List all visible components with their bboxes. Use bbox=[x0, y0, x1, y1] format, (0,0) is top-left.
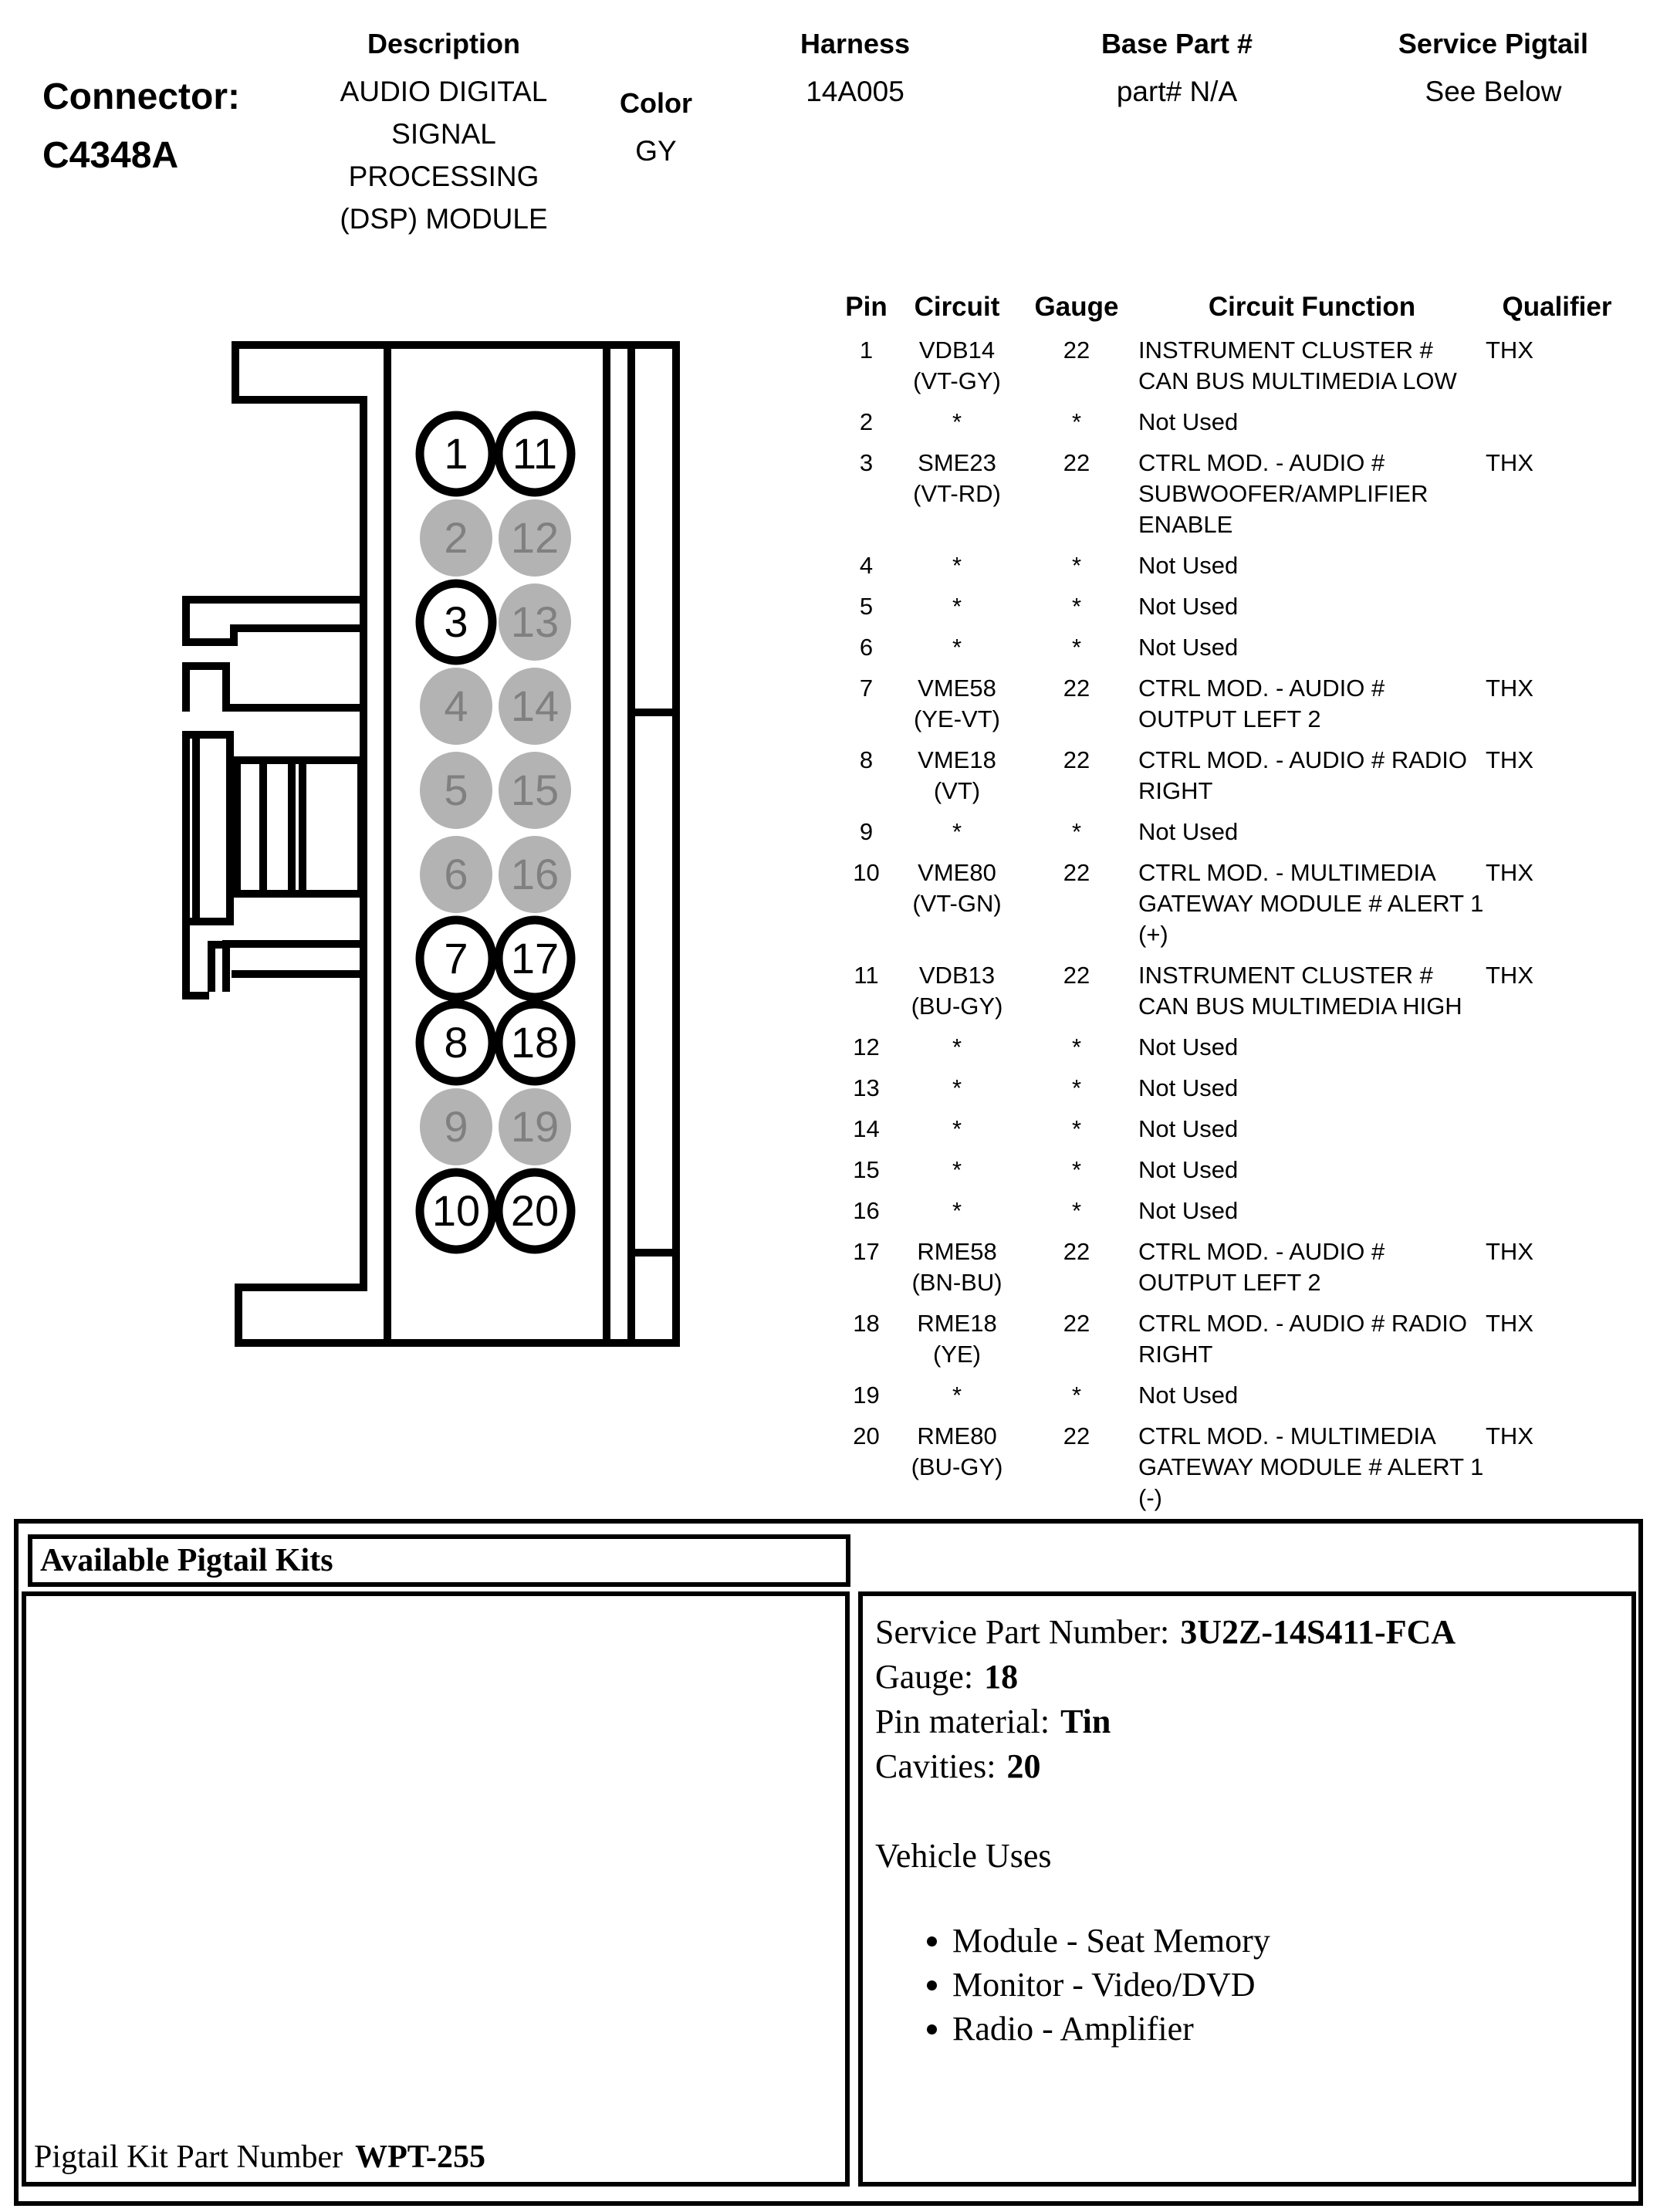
pin-number-6: 6 bbox=[444, 850, 468, 898]
pin-row-func: Not Used bbox=[1138, 1115, 1239, 1142]
pin-row-pin: 16 bbox=[853, 1197, 880, 1224]
pin-table-rows bbox=[833, 335, 1628, 1524]
pin-number-7: 7 bbox=[444, 934, 468, 983]
pin-row-gauge: * bbox=[1071, 1033, 1082, 1060]
pin-material-line bbox=[875, 1700, 1631, 1744]
pin-number-10: 10 bbox=[431, 1186, 481, 1235]
pin-number-18: 18 bbox=[510, 1018, 560, 1067]
pin-number-1: 1 bbox=[444, 429, 468, 478]
base-part-label: Base Part # bbox=[1101, 28, 1253, 59]
pin-row-func: Not Used bbox=[1138, 593, 1239, 620]
available-pigtail-kits-box bbox=[28, 1534, 850, 1587]
header-description bbox=[309, 27, 579, 240]
pin-row-func: CTRL MOD. - AUDIO # RADIO RIGHT bbox=[1138, 746, 1468, 804]
gauge-value: 18 bbox=[984, 1658, 1019, 1696]
pin-material-value: Tin bbox=[1060, 1703, 1111, 1740]
service-part-number-label: Service Part Number: bbox=[875, 1613, 1170, 1651]
connector-pins bbox=[420, 415, 571, 1250]
pin-row-qual: THX bbox=[1486, 1238, 1533, 1265]
pin-row-gauge: * bbox=[1071, 818, 1082, 845]
pin-row-circuit: RME18 (YE) bbox=[917, 1310, 997, 1368]
pin-row-gauge: * bbox=[1071, 408, 1082, 435]
pin-number-3: 3 bbox=[444, 597, 468, 646]
pin-row-func: Not Used bbox=[1138, 1197, 1239, 1224]
pin-row bbox=[833, 1032, 1628, 1073]
pin-row-func: Not Used bbox=[1138, 818, 1239, 845]
service-part-number-line bbox=[875, 1610, 1631, 1655]
pin-row-pin: 9 bbox=[859, 818, 874, 845]
gauge-line bbox=[875, 1655, 1631, 1700]
pin-row-pin: 1 bbox=[859, 337, 874, 364]
pin-row-circuit: * bbox=[952, 1156, 962, 1183]
pin-material-label: Pin material: bbox=[875, 1703, 1050, 1740]
pin-row-gauge: 22 bbox=[1063, 1310, 1090, 1337]
pin-number-8: 8 bbox=[444, 1018, 468, 1067]
pin-number-2: 2 bbox=[444, 513, 468, 562]
pin-row-func: Not Used bbox=[1138, 1382, 1239, 1409]
pin-row-circuit: * bbox=[952, 1115, 962, 1142]
pin-row-qual bbox=[1486, 817, 1628, 857]
pin-row-circuit: VME58 (YE-VT) bbox=[914, 675, 1000, 732]
pin-row bbox=[833, 857, 1628, 960]
pin-row bbox=[833, 632, 1628, 673]
pin-row-circuit: SME23 (VT-RD) bbox=[913, 449, 1001, 507]
pin-row-func: Not Used bbox=[1138, 1074, 1239, 1101]
pin-row-gauge: * bbox=[1071, 1156, 1082, 1183]
vehicle-use-item: • Module - Seat Memory bbox=[952, 1919, 1631, 1963]
pin-row-circuit: VDB14 (VT-GY) bbox=[913, 337, 1001, 394]
harness-label: Harness bbox=[800, 28, 911, 59]
pin-row-circuit: * bbox=[952, 818, 962, 845]
gauge-label: Gauge: bbox=[875, 1658, 974, 1696]
pin-number-20: 20 bbox=[510, 1186, 560, 1235]
pin-row bbox=[833, 1114, 1628, 1155]
pin-row-gauge: 22 bbox=[1063, 337, 1090, 364]
pin-row bbox=[833, 407, 1628, 448]
header-service-pigtail bbox=[1370, 27, 1617, 113]
pin-number-12: 12 bbox=[510, 513, 560, 562]
col-header-function: Circuit Function bbox=[1208, 292, 1416, 322]
connector-id: C4348A bbox=[42, 135, 179, 176]
pin-row-qual bbox=[1486, 1032, 1628, 1073]
pin-row-func: Not Used bbox=[1138, 408, 1239, 435]
pin-row-circuit: * bbox=[952, 634, 962, 661]
pin-row-pin: 7 bbox=[859, 675, 874, 702]
pigtail-kit-part-value: WPT-255 bbox=[355, 2139, 485, 2175]
pin-number-11: 11 bbox=[512, 429, 558, 478]
pin-row-func: Not Used bbox=[1138, 552, 1239, 579]
pin-row-func: CTRL MOD. - MULTIMEDIA GATEWAY MODULE # ALERT 1 (+) bbox=[1138, 859, 1484, 948]
pin-row-circuit: VME18 (VT) bbox=[918, 746, 996, 804]
pin-row-gauge: * bbox=[1071, 1382, 1082, 1409]
pin-row-gauge: * bbox=[1071, 1115, 1082, 1142]
service-pigtail-label: Service Pigtail bbox=[1398, 28, 1589, 59]
pin-row-qual: THX bbox=[1486, 1310, 1533, 1337]
header-base-part bbox=[1077, 27, 1277, 113]
connector-label: Connector: bbox=[42, 76, 240, 117]
bracket-top-arm bbox=[186, 600, 363, 642]
pin-row bbox=[833, 1236, 1628, 1308]
col-header-circuit: Circuit bbox=[914, 292, 1000, 322]
pin-row-pin: 5 bbox=[859, 593, 874, 620]
pin-row-qual: THX bbox=[1486, 962, 1533, 989]
pin-row bbox=[833, 673, 1628, 745]
vehicle-use-item: • Monitor - Video/DVD bbox=[952, 1963, 1631, 2007]
col-header-qualifier: Qualifier bbox=[1502, 292, 1612, 322]
connector-title bbox=[42, 68, 240, 185]
pin-row bbox=[833, 1308, 1628, 1380]
pin-table bbox=[833, 292, 1628, 1524]
cavities-line bbox=[875, 1744, 1631, 1789]
pin-number-15: 15 bbox=[510, 766, 560, 814]
pin-row-func: INSTRUMENT CLUSTER # CAN BUS MULTIMEDIA HIGH bbox=[1138, 962, 1462, 1020]
pin-row-pin: 2 bbox=[859, 408, 874, 435]
pin-row-func: Not Used bbox=[1138, 1033, 1239, 1060]
pigtail-kit-cell bbox=[22, 1591, 850, 2187]
pin-row-circuit: VME80 (VT-GN) bbox=[912, 859, 1002, 917]
pin-row-gauge: 22 bbox=[1063, 449, 1090, 476]
cavities-label: Cavities: bbox=[875, 1747, 996, 1785]
pin-row-pin: 3 bbox=[859, 449, 874, 476]
pin-row-gauge: * bbox=[1071, 634, 1082, 661]
pin-row-gauge: * bbox=[1071, 1197, 1082, 1224]
pin-row-qual: THX bbox=[1486, 746, 1533, 773]
pin-row-gauge: 22 bbox=[1063, 746, 1090, 773]
col-header-pin: Pin bbox=[845, 292, 888, 322]
pin-row-pin: 20 bbox=[853, 1422, 880, 1449]
service-part-number-value: 3U2Z-14S411-FCA bbox=[1180, 1613, 1456, 1651]
header-harness bbox=[778, 27, 932, 113]
pin-row bbox=[833, 1155, 1628, 1196]
bracket-tall-tab bbox=[186, 735, 230, 922]
pin-row-func: CTRL MOD. - AUDIO # OUTPUT LEFT 2 bbox=[1138, 675, 1385, 732]
pin-row-qual: THX bbox=[1486, 337, 1533, 364]
connector-right-rails bbox=[607, 345, 676, 1343]
service-pigtail-value: See Below bbox=[1425, 76, 1562, 107]
pin-row bbox=[833, 591, 1628, 632]
pin-row-pin: 6 bbox=[859, 634, 874, 661]
pin-row-circuit: * bbox=[952, 1033, 962, 1060]
service-part-cell bbox=[858, 1591, 1636, 2187]
pin-row-pin: 11 bbox=[854, 962, 879, 989]
pin-row-func: CTRL MOD. - MULTIMEDIA GATEWAY MODULE # ALERT 1 (-) bbox=[1138, 1422, 1484, 1511]
pin-row-func: CTRL MOD. - AUDIO # OUTPUT LEFT 2 bbox=[1138, 1238, 1385, 1296]
pin-row bbox=[833, 448, 1628, 550]
header-color bbox=[594, 86, 718, 172]
vehicle-uses-list bbox=[921, 1919, 1631, 2051]
pin-row bbox=[833, 1380, 1628, 1421]
pin-row-pin: 4 bbox=[859, 552, 874, 579]
pin-row-func: Not Used bbox=[1138, 634, 1239, 661]
pin-number-16: 16 bbox=[510, 850, 560, 898]
pin-row-gauge: 22 bbox=[1063, 962, 1090, 989]
pin-row-gauge: 22 bbox=[1063, 1422, 1090, 1449]
pigtail-kit-part-label: Pigtail Kit Part Number bbox=[34, 2139, 343, 2175]
pin-row-circuit: * bbox=[952, 1197, 962, 1224]
pin-row-qual bbox=[1486, 550, 1628, 591]
pin-row-func: INSTRUMENT CLUSTER # CAN BUS MULTIMEDIA LOW bbox=[1138, 337, 1457, 394]
pin-row-pin: 8 bbox=[859, 746, 874, 773]
pin-row-qual bbox=[1486, 407, 1628, 448]
pin-row-qual bbox=[1486, 1155, 1628, 1196]
available-pigtail-kits-title: Available Pigtail Kits bbox=[40, 1543, 333, 1578]
pin-row-gauge: 22 bbox=[1063, 859, 1090, 886]
pin-number-5: 5 bbox=[444, 766, 468, 814]
connector-diagram bbox=[62, 332, 710, 1358]
pin-row bbox=[833, 1196, 1628, 1236]
pin-row-gauge: * bbox=[1071, 552, 1082, 579]
pin-row-pin: 13 bbox=[853, 1074, 880, 1101]
pin-number-9: 9 bbox=[444, 1102, 468, 1151]
pigtail-kit-part-number bbox=[34, 2139, 485, 2176]
pin-row-qual bbox=[1486, 632, 1628, 673]
pin-number-13: 13 bbox=[510, 597, 560, 646]
pin-row-pin: 17 bbox=[853, 1238, 880, 1265]
vehicle-use-item: • Radio - Amplifier bbox=[952, 2007, 1631, 2051]
pin-row-qual: THX bbox=[1486, 449, 1533, 476]
pin-row-pin: 12 bbox=[853, 1033, 880, 1060]
base-part-value: part# N/A bbox=[1116, 76, 1238, 107]
pin-row-gauge: 22 bbox=[1063, 1238, 1090, 1265]
pin-row bbox=[833, 960, 1628, 1032]
pin-row-circuit: RME80 (BU-GY) bbox=[911, 1422, 1003, 1480]
color-label: Color bbox=[620, 87, 692, 119]
bracket-lower-arms bbox=[211, 944, 361, 988]
pin-number-4: 4 bbox=[444, 682, 468, 730]
pin-row-pin: 14 bbox=[853, 1115, 880, 1142]
harness-value: 14A005 bbox=[806, 76, 904, 107]
bracket-comb-block bbox=[237, 760, 361, 894]
pin-row-func: CTRL MOD. - AUDIO # SUBWOOFER/AMPLIFIER ENABLE bbox=[1138, 449, 1428, 538]
pin-row-qual: THX bbox=[1486, 675, 1533, 702]
pin-row-qual: THX bbox=[1486, 859, 1533, 886]
pin-row-gauge: 22 bbox=[1063, 675, 1090, 702]
pin-row-pin: 19 bbox=[853, 1382, 880, 1409]
pin-row-qual bbox=[1486, 1380, 1628, 1421]
pin-row-circuit: * bbox=[952, 1382, 962, 1409]
pin-row bbox=[833, 1073, 1628, 1114]
pin-row-circuit: * bbox=[952, 552, 962, 579]
pin-table-header bbox=[833, 292, 1628, 335]
pin-row-circuit: * bbox=[952, 408, 962, 435]
pin-row-pin: 15 bbox=[853, 1156, 880, 1183]
pin-row-gauge: * bbox=[1071, 1074, 1082, 1101]
cavities-value: 20 bbox=[1006, 1747, 1041, 1785]
pin-row-func: CTRL MOD. - AUDIO # RADIO RIGHT bbox=[1138, 1310, 1468, 1368]
pin-row bbox=[833, 817, 1628, 857]
pin-number-17: 17 bbox=[510, 934, 560, 983]
color-value: GY bbox=[635, 135, 677, 167]
pin-row bbox=[833, 335, 1628, 407]
pin-row-qual bbox=[1486, 1073, 1628, 1114]
description-value: AUDIO DIGITAL SIGNAL PROCESSING (DSP) MODULE bbox=[340, 76, 548, 235]
pin-row-func: Not Used bbox=[1138, 1156, 1239, 1183]
pin-row-pin: 18 bbox=[853, 1310, 880, 1337]
col-header-gauge: Gauge bbox=[1034, 292, 1119, 322]
pin-row bbox=[833, 745, 1628, 817]
description-label: Description bbox=[367, 28, 521, 59]
pin-number-19: 19 bbox=[510, 1102, 560, 1151]
bracket-foot bbox=[186, 922, 205, 996]
pin-row-circuit: VDB13 (BU-GY) bbox=[911, 962, 1003, 1020]
pin-row-circuit: * bbox=[952, 1074, 962, 1101]
pin-row-qual bbox=[1486, 591, 1628, 632]
pin-number-14: 14 bbox=[510, 682, 560, 730]
pin-row bbox=[833, 550, 1628, 591]
pin-row-qual: THX bbox=[1486, 1422, 1533, 1449]
pin-row-circuit: RME58 (BN-BU) bbox=[911, 1238, 1002, 1296]
pin-row-pin: 10 bbox=[853, 859, 880, 886]
bracket-upper-stub bbox=[186, 666, 363, 708]
pin-row-qual bbox=[1486, 1114, 1628, 1155]
pin-row-circuit: * bbox=[952, 593, 962, 620]
vehicle-uses-heading: Vehicle Uses bbox=[875, 1837, 1052, 1875]
pin-row bbox=[833, 1421, 1628, 1524]
pin-row-qual bbox=[1486, 1196, 1628, 1236]
pin-row-gauge: * bbox=[1071, 593, 1082, 620]
